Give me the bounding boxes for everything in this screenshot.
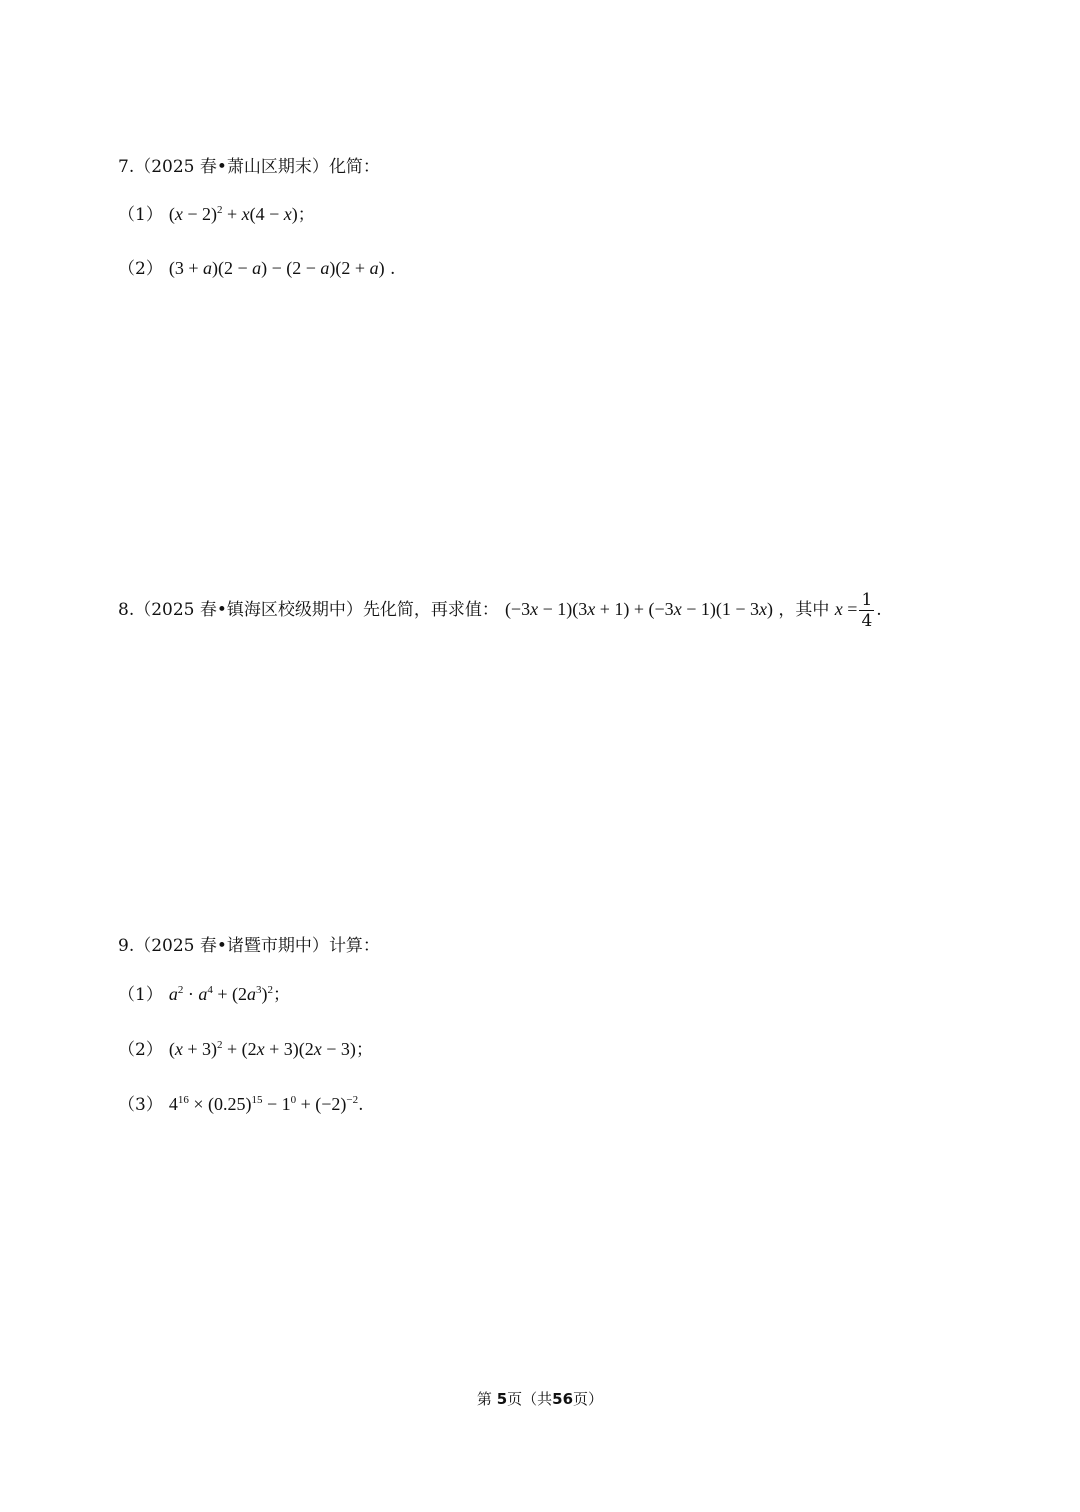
footer-suffix: 页） — [573, 1390, 604, 1408]
q8-heading — [118, 590, 882, 631]
q8-fraction-numerator: 1 — [861, 590, 873, 610]
q9-part-1-label: （1） — [118, 985, 163, 1005]
q7-part-1-expression: $(x - 2)^2 + x(4 - x)$ — [168, 204, 298, 224]
q9-part-3 — [118, 1090, 364, 1115]
q9-instruction: 计算： — [328, 936, 380, 956]
footer-mid: 页（共 — [507, 1390, 553, 1408]
q9-part-1 — [118, 980, 290, 1005]
q7-part-1-label: （1） — [118, 205, 163, 225]
q8-number: 8. — [118, 600, 135, 620]
footer-page-number: 5 — [496, 1390, 508, 1408]
q8-fraction-denominator: 4 — [861, 611, 873, 631]
q7-part-2-label: （2） — [118, 259, 163, 279]
q8-source: （2025 春•镇海区校级期中） — [134, 600, 363, 620]
q9-part-2-label: （2） — [118, 1040, 163, 1060]
q9-part-1-end: ； — [272, 985, 290, 1005]
q7-part-1 — [118, 200, 315, 225]
q8-fraction — [859, 590, 874, 631]
page-footer — [0, 1388, 1080, 1409]
q9-part-3-expression: $4^{16} \times (0.25)^{15} - 1^0 + (-2)^{-2}$ — [168, 1094, 359, 1114]
q7-instruction: 化简： — [328, 157, 380, 177]
q9-part-2 — [118, 1035, 373, 1060]
q7-number: 7. — [118, 157, 135, 177]
q9-heading — [118, 931, 380, 956]
q9-number: 9. — [118, 936, 135, 956]
q7-part-2-end: . — [389, 259, 396, 279]
q8-variable: x = — [834, 599, 858, 619]
q7-part-1-end: ； — [297, 205, 315, 225]
q9-source: （2025 春•诸暨市期中） — [134, 936, 329, 956]
q9-part-3-end: . — [358, 1095, 364, 1115]
q7-heading — [118, 152, 380, 177]
q7-source: （2025 春•萧山区期末） — [134, 157, 329, 177]
q8-end: . — [876, 600, 882, 620]
q9-part-2-end: ； — [355, 1040, 373, 1060]
q7-part-2 — [118, 254, 395, 279]
q7-part-2-expression: (3 + a)(2 − a) − (2 − a)(2 + a) — [168, 258, 385, 278]
q9-part-1-expression: $a^2 \cdot a^4 + (2a^3)^2$ — [168, 984, 273, 1004]
q8-instruction: 先化简，再求值： — [362, 600, 499, 620]
q8-expression: (−3x − 1)(3x + 1) + (−3x − 1)(1 − 3x) — [504, 599, 773, 619]
q9-part-2-expression: $(x + 3)^2 + (2x + 3)(2x - 3)$ — [168, 1039, 356, 1059]
q8-condition: 其中 — [795, 600, 830, 620]
footer-prefix: 第 — [476, 1390, 492, 1408]
footer-total-pages: 56 — [552, 1390, 574, 1408]
q9-part-3-label: （3） — [118, 1095, 163, 1115]
q8-separator: ， — [778, 600, 796, 620]
